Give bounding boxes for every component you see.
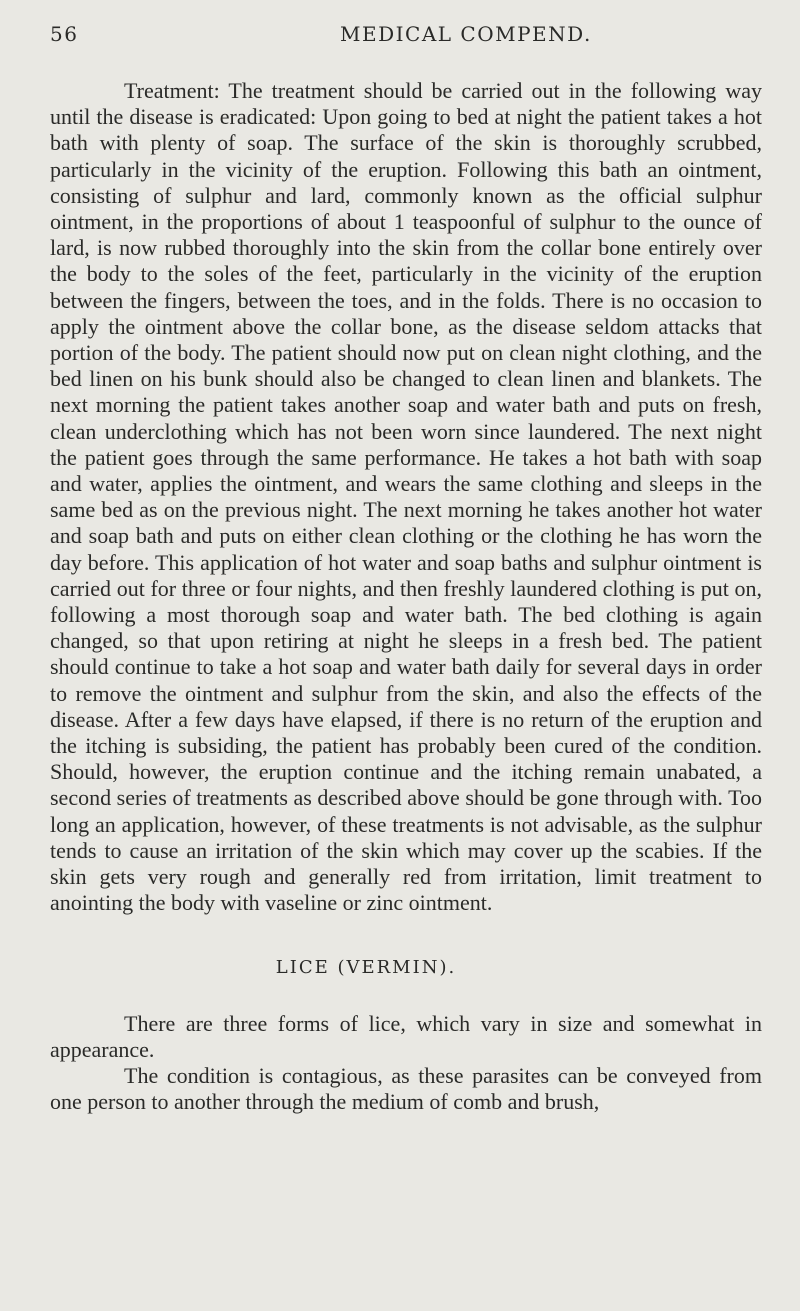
lice-paragraph-forms: There are three forms of lice, which vary in size and somewhat in appearance. [50, 1010, 762, 1062]
section-heading: LICE (VERMIN). [275, 956, 457, 978]
running-title: MEDICAL COMPEND. [340, 22, 592, 46]
page-number: 56 [50, 22, 79, 46]
running-head [50, 22, 762, 52]
treatment-paragraph: Treatment: The treatment should be carried out in the following way until the disease is eradicated: Upon going to bed at night the patient takes a hot bath with plenty of soap. The surface of the skin is thoroughly scrubbed, particularly in the vicinity of the eruption. Following this bath an ointment, consisting of sulphur and lard, commonly known as the official sulphur ointment, in the proportions of about 1 teaspoonful of sulphur to the ounce of lard, is now rubbed thoroughly into the skin from the collar bone entirely over the body to the soles of the feet, particularly in the vicinity of the eruption between the fingers, between the toes, and in the folds. There is no occasion to apply the ointment above the collar bone, as the disease seldom attacks that portion of the body. The patient should now put on clean night clothing, and the bed linen on his bunk should also be changed to clean linen and blankets. The next morning the patient takes another soap and water bath and puts on fresh, clean underclothing which has not been worn since laundered. The next night the patient goes through the same performance. He takes a hot bath with soap and water, applies the ointment, and wears the same clothing and sleeps in the same bed as on the previous night. The next morning he takes another hot water and soap bath and puts on either clean clothing or the clothing he has worn the day before. This application of hot water and soap baths and sulphur ointment is carried out for three or four nights, and then freshly laundered clothing is put on, following a most thorough soap and water bath. The bed clothing is again changed, so that upon retiring at night he sleeps in a fresh bed. The patient should continue to take a hot soap and water bath daily for several days in order to remove the ointment and sulphur from the skin, and also the effects of the disease. After a few days have elapsed, if there is no return of the eruption and the itching is subsiding, the patient has probably been cured of the condition. Should, however, the eruption continue and the itching remain unabated, a second series of treatments as described above should be gone through with. Too long an application, however, of these treatments is not advisable, as the sulphur tends to cause an irritation of the skin which may cover up the scabies. If the skin gets very rough and generally red from irritation, limit treatment to anointing the body with vaseline or zinc ointment. [50, 78, 762, 916]
page-body [50, 78, 762, 1116]
lice-paragraph-contagion: The condition is contagious, as these parasites can be conveyed from one person to another through the medium of comb and brush, [50, 1063, 762, 1115]
